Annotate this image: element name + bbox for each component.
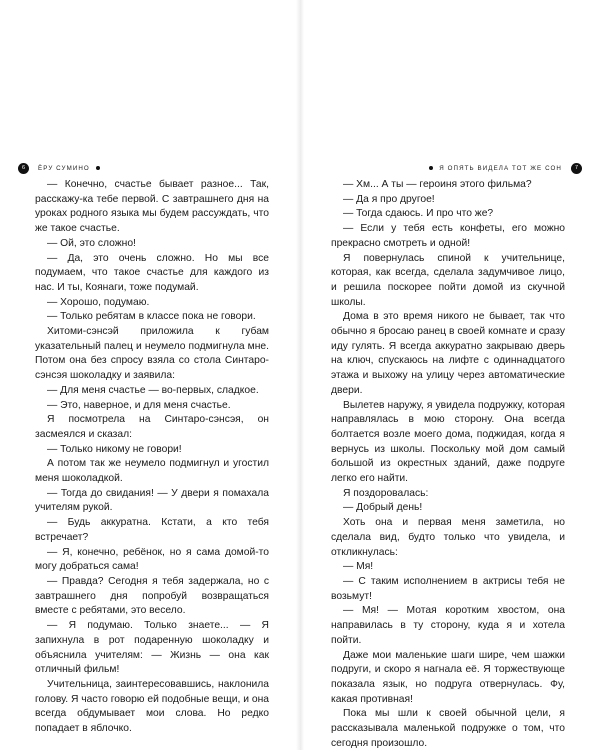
paragraph: — Хорошо, подумаю. bbox=[47, 296, 150, 308]
paragraph: Дома в это время никого не бывает, так что обычно я бросаю ранец в своей комнате и сразу иду гулять. Я всегда аккуратно закрываю дверь на ключ, спускаюсь на лифте с одиннадцатого этажа и выхожу на улицу через автоматические двери. bbox=[331, 311, 565, 396]
paragraph: — Мя! bbox=[343, 561, 374, 573]
paragraph: — Тогда до свидания! — У двери я помахала учителям рукой. bbox=[35, 487, 269, 514]
paragraph: — Добрый день! bbox=[343, 502, 423, 514]
paragraph: Хитоми-сэнсэй приложила к губам указательный палец и неумело подмигнула мне. Потом она без спросу взяла со стола Синтаро-сэнсэя шоколадку и заявила: bbox=[35, 326, 269, 382]
paragraph: — Тогда сдаюсь. И про что же? bbox=[343, 208, 494, 220]
left-page-body bbox=[35, 178, 269, 737]
paragraph: — С таким исполнением в актрисы тебя не возьмут! bbox=[331, 575, 565, 602]
right-running-header bbox=[429, 161, 582, 175]
right-page-number: 7 bbox=[571, 163, 582, 174]
paragraph: — Мя! — Мотая коротким хвостом, она направилась в ту сторону, куда я и хотела пойти. bbox=[331, 605, 565, 646]
paragraph: — Я подумаю. Только знаете... — Я запихнула в рот подаренную шоколадку и объяснила учителям: — Жизнь — она как отличный фильм! bbox=[35, 620, 269, 676]
paragraph: Я посмотрела на Синтаро-сэнсэя, он засмеялся и сказал: bbox=[35, 414, 269, 440]
paragraph: А потом так же неумело подмигнул и угостил меня шоколадкой. bbox=[35, 458, 269, 485]
right-page-body bbox=[331, 178, 565, 751]
paragraph: Вылетев наружу, я увидела подружку, которая направлялась в мою сторону. Она всегда болтается возле моего дома, поджидая, когда я вернусь из школы. Поскольку мой дом самый большой из окрестных зданий, даже подруге легко его найти. bbox=[331, 399, 565, 485]
paragraph: — Ой, это сложно! bbox=[47, 237, 136, 249]
paragraph: — Хм... А ты — героиня этого фильма? bbox=[343, 179, 532, 190]
paragraph: Пока мы шли к своей обычной цели, я рассказывала маленькой подружке о том, что сегодня произошло. bbox=[331, 708, 565, 749]
paragraph: — Будь аккуратна. Кстати, а кто тебя встречает? bbox=[35, 517, 269, 543]
paragraph: — Конечно, счастье бывает разное... Так, расскажу-ка тебе первой. С завтрашнего дня на уроках родного языка мы будем рассуждать, что же такое счастье. bbox=[35, 179, 269, 235]
paragraph: — Я, конечно, ребёнок, но я сама домой-то могу добраться сама! bbox=[35, 546, 269, 573]
left-running-head-text: ЁРУ СУМИНО bbox=[38, 164, 90, 172]
paragraph: — Да я про другое! bbox=[343, 193, 435, 205]
book-spine bbox=[296, 0, 304, 750]
paragraph: Я поздоровалась: bbox=[343, 487, 429, 499]
dot-icon bbox=[429, 166, 433, 170]
left-running-header bbox=[18, 161, 100, 175]
paragraph: Учительница, заинтересовавшись, наклонила голову. Я часто говорю ей подобные вещи, и она всегда обдумывает мои слова. Но редко попадает в яблочко. bbox=[35, 678, 269, 735]
paragraph: — Только никому не говори! bbox=[47, 443, 182, 455]
dot-icon bbox=[96, 166, 100, 170]
paragraph: — Только ребятам в классе пока не говори. bbox=[47, 311, 256, 323]
paragraph: — Правда? Сегодня я тебя задержала, но с завтрашнего дня попробуй возвращаться вместе с ребятами, это весело. bbox=[35, 575, 269, 617]
paragraph: — Да, это очень сложно. Но мы все подумаем, что такое счастье для каждого из нас. И ты, Коянаги, тоже подумай. bbox=[35, 252, 269, 293]
left-page-number: 6 bbox=[18, 163, 29, 174]
paragraph: — Для меня счастье — во-первых, сладкое. bbox=[47, 384, 259, 396]
right-running-head-text: Я ОПЯТЬ ВИДЕЛА ТОТ ЖЕ СОН bbox=[439, 164, 562, 172]
paragraph: Хоть она и первая меня заметила, но сделала вид, будто только что увидела, и откликнулась: bbox=[331, 517, 565, 558]
paragraph: — Это, наверное, и для меня счастье. bbox=[47, 399, 231, 411]
paragraph: Даже мои маленькие шаги шире, чем шажки подруги, и скоро я нагнала её. Я торжествующе показала язык, но подруга отвернулась. Фу, какая противная! bbox=[331, 649, 565, 705]
paragraph: — Если у тебя есть конфеты, его можно прекрасно смотреть и одной! bbox=[331, 223, 565, 249]
paragraph: Я повернулась спиной к учительнице, которая, как всегда, сделала задумчивое лицо, и решила поскорее пойти домой из скучной школы. bbox=[331, 252, 565, 308]
